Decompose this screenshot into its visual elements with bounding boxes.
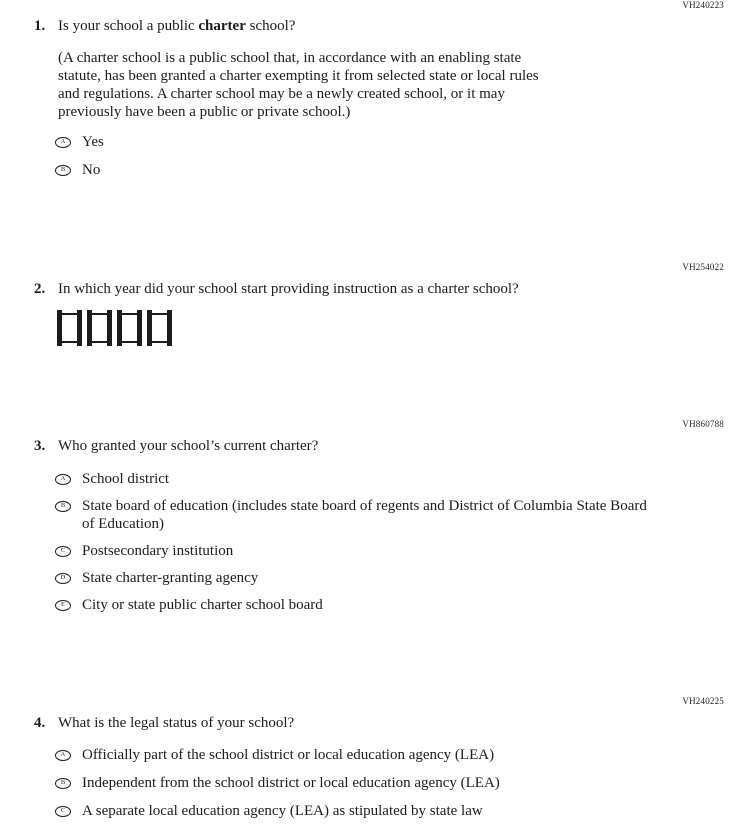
question-4-code: VH240225 (682, 696, 724, 706)
option-row (55, 133, 752, 151)
question-title-post: school? (245, 18, 296, 34)
option-bubble-a-icon[interactable]: A (55, 137, 71, 148)
question-title (58, 17, 295, 36)
question-3-options (0, 470, 752, 614)
option-label: Postsecondary institution (82, 543, 234, 559)
option-row (55, 497, 752, 533)
year-digit-box[interactable] (62, 313, 77, 343)
option-bubble-d-icon[interactable]: D (55, 573, 71, 584)
option-label: Yes (82, 134, 104, 150)
option-row (55, 470, 752, 488)
question-title: What is the legal status of your school? (58, 715, 295, 731)
question-1-section (0, 0, 752, 189)
option-label: State board of education (includes state board of regents and District of Columbia State Board of Education) (82, 498, 647, 532)
year-digit-box[interactable] (122, 313, 137, 343)
question-4-header (0, 714, 752, 733)
option-row (55, 542, 752, 560)
option-bubble-c-icon[interactable]: C (55, 546, 71, 557)
option-bubble-e-icon[interactable]: E (55, 600, 71, 611)
option-label: City or state public charter school board (82, 597, 323, 613)
question-title: In which year did your school start providing instruction as a charter school? (58, 281, 519, 297)
question-number: 1. (34, 18, 46, 34)
option-row (55, 569, 752, 587)
option-label: Officially part of the school district or local education agency (LEA) (82, 747, 495, 763)
option-label: State charter-granting agency (82, 570, 259, 586)
year-digit-boxes (0, 309, 752, 347)
option-bubble-c-icon[interactable]: C (55, 806, 71, 817)
option-row (55, 161, 752, 179)
question-title-pre: Is your school a public (58, 18, 199, 34)
option-bubble-b-icon[interactable]: B (55, 165, 71, 176)
option-bubble-a-icon[interactable]: A (55, 750, 71, 761)
option-row (55, 802, 752, 820)
option-row (55, 746, 752, 764)
question-1-code: VH240223 (682, 0, 724, 10)
option-row (55, 774, 752, 792)
option-label: School district (82, 471, 170, 487)
year-digit-box[interactable] (92, 313, 107, 343)
question-number: 3. (34, 438, 46, 454)
question-2-section (0, 262, 752, 347)
question-4-section (0, 696, 752, 830)
question-3-section (0, 419, 752, 623)
option-label: Independent from the school district or local education agency (LEA) (82, 775, 500, 791)
question-3-code: VH860788 (682, 419, 724, 429)
year-digit-box[interactable] (152, 313, 167, 343)
question-title-bold: charter (198, 18, 246, 34)
option-label: A separate local education agency (LEA) as stipulated by state law (82, 803, 483, 819)
option-bubble-b-icon[interactable]: B (55, 501, 71, 512)
question-number: 2. (34, 281, 46, 297)
option-bubble-a-icon[interactable]: A (55, 474, 71, 485)
question-3-header (0, 437, 752, 456)
question-1-header (0, 17, 752, 36)
question-1-description: (A charter school is a public school that, in accordance with an enabling state statute, has been granted a charter exempting it from selected state or local rules and regulations. A charter school may be a newly created school, or it may previously have been a public or private school.) (58, 50, 539, 120)
question-number: 4. (34, 715, 46, 731)
question-title: Who granted your school’s current charter? (58, 438, 319, 454)
option-label: No (82, 162, 101, 178)
question-2-header (0, 280, 752, 299)
question-2-code: VH254022 (682, 262, 724, 272)
option-row (55, 596, 752, 614)
question-4-options (0, 746, 752, 820)
option-bubble-b-icon[interactable]: B (55, 778, 71, 789)
question-1-options (0, 133, 752, 179)
